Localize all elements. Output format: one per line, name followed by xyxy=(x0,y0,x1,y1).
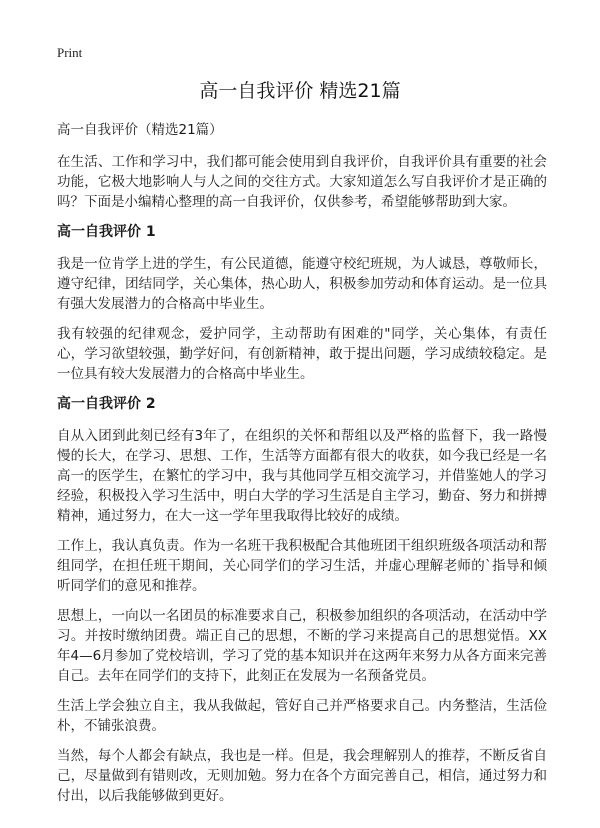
print-link[interactable]: Print xyxy=(57,45,83,60)
section-1-paragraph-1: 我是一位肯学上进的学生，有公民道德，能遵守校纪班规，为人诚恳，尊敬师长，遵守纪律，团结同学，关心集体，热心助人，积极参加劳动和体育运动。是一位具有强大发展潜力的合格高中毕业生。 xyxy=(57,256,547,312)
section-2-paragraph-3: 思想上，一向以一名团员的标准要求自己，积极参加组织的各项活动，在活动中学习。并按时缴纳团费。端正自己的思想，不断的学习来提高自己的思想觉悟。XX年4—6月参加了党校培训，学习了党的基本知识并在这两年来努力从各方面来完善自己。去年在同学们的支持下，此刻正在发展为一名预备党员。 xyxy=(57,608,547,684)
page-title: 高一自我评价 精选21篇 xyxy=(199,80,401,102)
section-1-paragraph-2: 我有较强的纪律观念，爱护同学，主动帮助有困难的"同学，关心集体，有责任心，学习欲望较强，勤学好问，有创新精神，敢于提出问题，学习成绩较稳定。是一位具有较大发展潜力的合格高中毕业生。 xyxy=(57,326,547,382)
section-2-paragraph-5: 当然，每个人都会有缺点，我也是一样。但是，我会理解别人的推荐，不断反省自己，尽量做到有错则改，无则加勉。努力在各个方面完善自己，相信，通过努力和付出，以后我能够做到更好。 xyxy=(57,748,547,804)
document-subtitle: 高一自我评价（精选21篇） xyxy=(57,122,223,138)
section-heading-2: 高一自我评价 2 xyxy=(57,396,156,412)
intro-paragraph: 在生活、工作和学习中，我们都可能会使用到自我评价，自我评价具有重要的社会功能，它极大地影响人与人之间的交往方式。大家知道怎么写自我评价才是正确的吗？下面是小编精心整理的高一自我评价，仅供参考，希望能够帮助到大家。 xyxy=(57,154,547,210)
section-2-paragraph-1: 自从入团到此刻已经有3年了，在组织的关怀和帮组以及严格的监督下，我一路慢慢的长大，在学习、思想、工作，生活等方面都有很大的收获，如今我已经是一名高一的医学生，在繁忙的学习中，我与其他同学互相交流学习，并借鉴她人的学习经验，积极投入学习生活中，明白大学的学习生活是自主学习，勤奋、努力和拼搏精神，通过努力，在大一这一学年里我取得比较好的成绩。 xyxy=(57,428,547,524)
section-2-paragraph-2: 工作上，我认真负责。作为一名班干我积极配合其他班团干组织班级各项活动和帮组同学，在担任班干期间，关心同学们的学习生活，并虚心理解老师的`指导和倾听同学们的意见和推荐。 xyxy=(57,538,547,594)
section-heading-1: 高一自我评价 1 xyxy=(57,224,156,240)
document-body xyxy=(57,121,547,816)
section-2-paragraph-4: 生活上学会独立自主，我从我做起，管好自己并严格要求自己。内务整洁，生活俭朴，不铺张浪费。 xyxy=(57,698,547,734)
